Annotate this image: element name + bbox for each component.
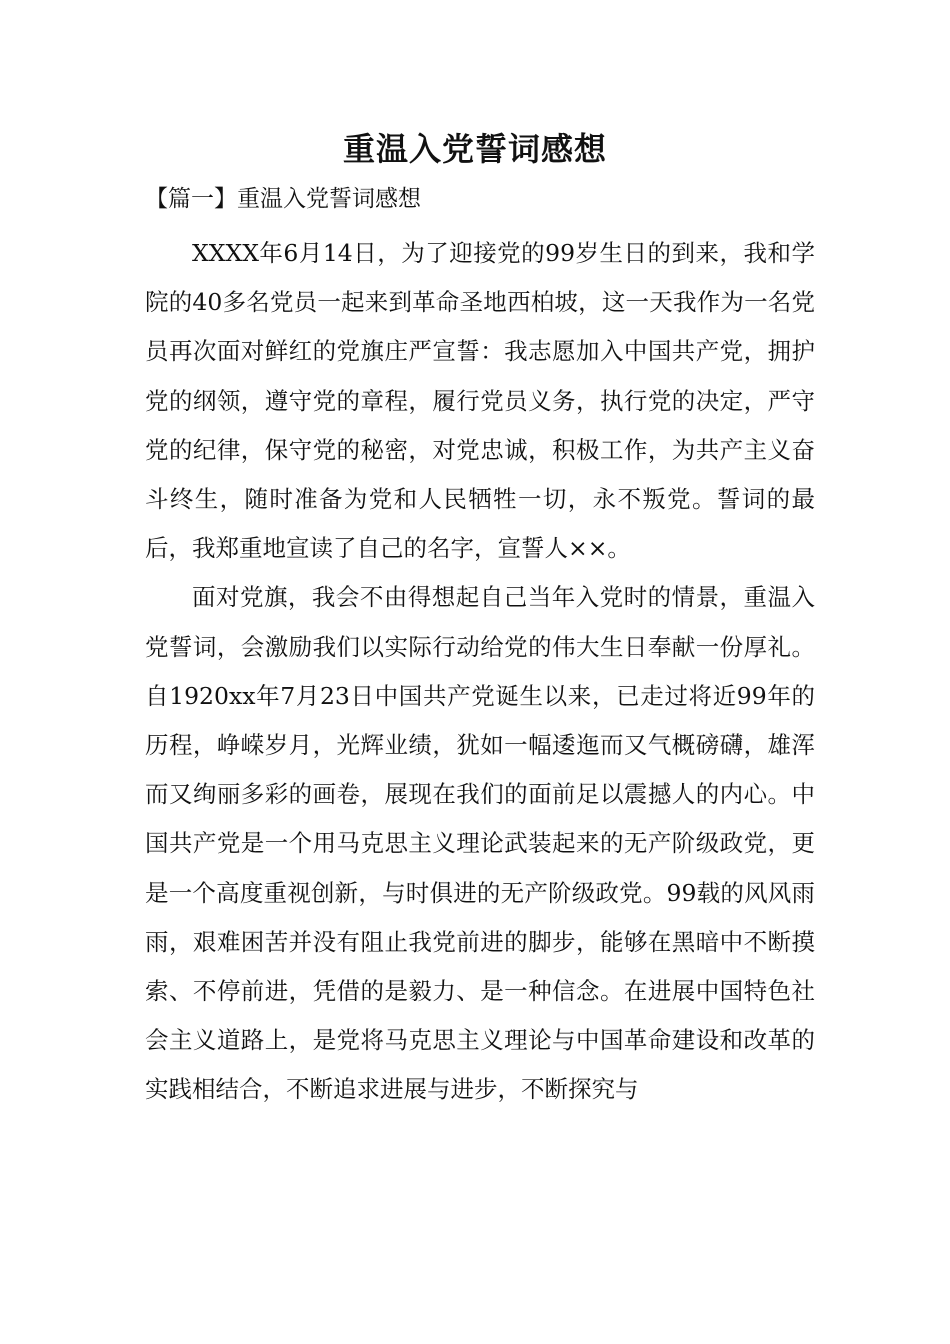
paragraph-2: 面对党旗，我会不由得想起自己当年入党时的情景，重温入党誓词，会激励我们以实际行动给党的伟大生日奉献一份厚礼。自1920xx年7月23日中国共产党诞生以来，已走过将近99年的历程，峥嵘岁月，光辉业绩，犹如一幅逶迤而又气概磅礴，雄浑而又绚丽多彩的画卷，展现在我们的面前足以震撼人的内心。中国共产党是一个用马克思主义理论武装起来的无产阶级政党，更是一个高度重视创新，与时俱进的无产阶级政党。99载的风风雨雨，艰难困苦并没有阻止我党前进的脚步，能够在黑暗中不断摸索、不停前进，凭借的是毅力、是一种信念。在进展中国特色社会主义道路上，是党将马克思主义理论与中国革命建设和改革的实践相结合，不断追求进展与进步，不断探究与 xyxy=(145,583,815,1104)
section-heading: 【篇一】重温入党誓词感想 xyxy=(145,186,421,212)
paragraph-1: XXXX年6月14日，为了迎接党的99岁生日的到来，我和学院的40多名党员一起来到革命圣地西柏坡，这一天我作为一名党员再次面对鲜红的党旗庄严宣誓：我志愿加入中国共产党，拥护党的纲领，遵守党的章程，履行党员义务，执行党的决定，严守党的纪律，保守党的秘密，对党忠诚，积极工作，为共产主义奋斗终生，随时准备为党和人民牺牲一切，永不叛党。誓词的最后，我郑重地宣读了自己的名字，宣誓人××。 xyxy=(145,239,815,563)
page-title: 重温入党誓词感想 xyxy=(342,130,607,168)
document-body xyxy=(145,229,815,1115)
